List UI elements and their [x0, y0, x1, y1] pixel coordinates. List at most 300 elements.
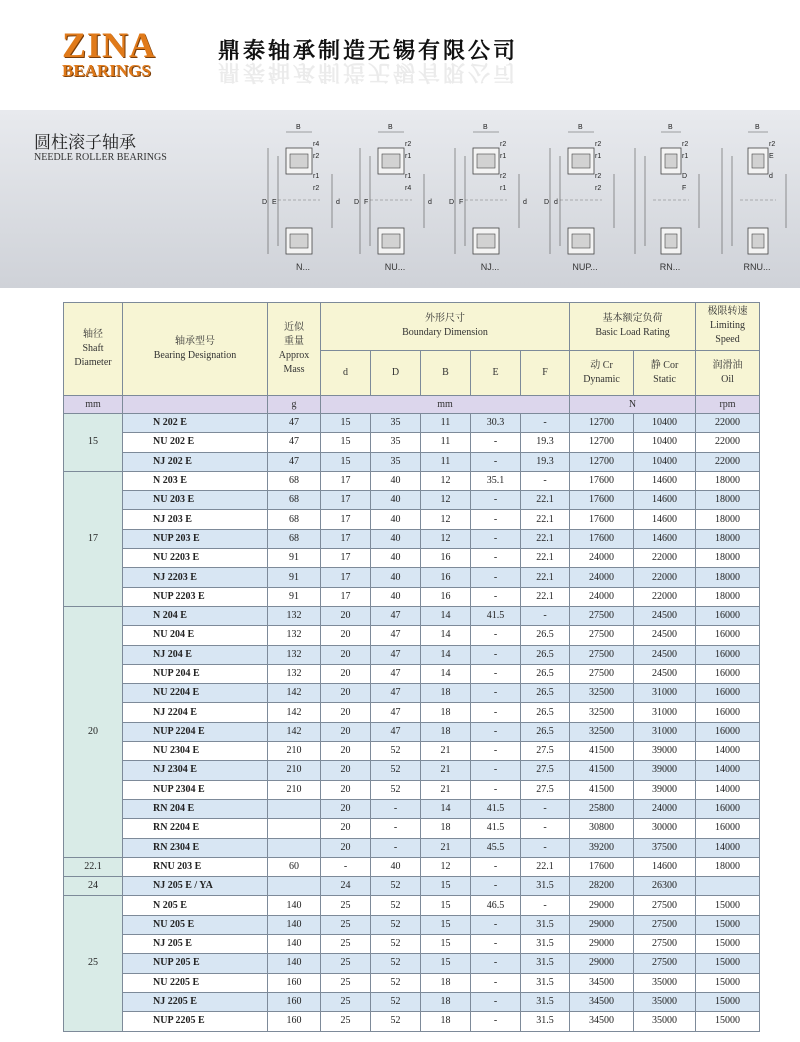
value-cell: 14000 [696, 742, 760, 761]
value-cell: 68 [268, 510, 321, 529]
table-row [64, 973, 760, 992]
value-cell: 20 [321, 819, 371, 838]
table-row [64, 664, 760, 683]
value-cell: 40 [371, 568, 421, 587]
value-cell: 20 [321, 780, 371, 799]
value-cell: 68 [268, 491, 321, 510]
value-cell: 15 [321, 433, 371, 452]
table-row [64, 992, 760, 1011]
value-cell: 34500 [570, 992, 634, 1011]
value-cell: 41.5 [471, 799, 521, 818]
table-row [64, 838, 760, 857]
value-cell: - [471, 857, 521, 876]
table-row [64, 857, 760, 876]
designation-cell: N 205 E [123, 896, 268, 915]
value-cell: 210 [268, 742, 321, 761]
value-cell: 12700 [570, 433, 634, 452]
value-cell: 14 [421, 626, 471, 645]
designation-cell: NJ 202 E [123, 452, 268, 471]
value-cell: - [521, 838, 570, 857]
designation-cell: NUP 2304 E [123, 780, 268, 799]
value-cell: - [471, 954, 521, 973]
value-cell: 35 [371, 414, 421, 433]
value-cell: 40 [371, 471, 421, 490]
value-cell: 52 [371, 742, 421, 761]
value-cell: 22000 [634, 549, 696, 568]
value-cell [268, 838, 321, 857]
value-cell: 32500 [570, 703, 634, 722]
value-cell: 18000 [696, 857, 760, 876]
value-cell: 41500 [570, 742, 634, 761]
value-cell: 40 [371, 857, 421, 876]
roller-bottom [290, 234, 308, 248]
table-row [64, 414, 760, 433]
value-cell: 14600 [634, 529, 696, 548]
diagram-label: r1 [500, 153, 507, 160]
value-cell: 22000 [696, 433, 760, 452]
diagram-label: d [336, 199, 340, 206]
value-cell: 22.1 [521, 857, 570, 876]
unit-mass: g [268, 396, 321, 414]
value-cell: 15000 [696, 1012, 760, 1031]
banner-title-cn: 圆柱滚子轴承 [34, 133, 136, 153]
designation-cell: N 203 E [123, 471, 268, 490]
diagram-type-label: NU... [384, 262, 406, 272]
diagram-label: F [364, 199, 369, 206]
value-cell: 210 [268, 761, 321, 780]
value-cell: 20 [321, 838, 371, 857]
shaft-diameter-cell: 15 [64, 414, 123, 472]
value-cell: 52 [371, 761, 421, 780]
shaft-diameter-cell: 20 [64, 606, 123, 857]
diagram-label: r1 [500, 185, 507, 192]
value-cell: - [471, 452, 521, 471]
value-cell: 17600 [570, 529, 634, 548]
value-cell: 28200 [570, 877, 634, 896]
value-cell: 24 [321, 877, 371, 896]
header-dim-B: B [421, 350, 471, 396]
value-cell: 91 [268, 587, 321, 606]
value-cell: - [371, 819, 421, 838]
table-row [64, 452, 760, 471]
designation-cell: NUP 203 E [123, 529, 268, 548]
value-cell: 15000 [696, 992, 760, 1011]
value-cell: 14600 [634, 491, 696, 510]
value-cell: 14000 [696, 761, 760, 780]
value-cell: 11 [421, 433, 471, 452]
value-cell: 16000 [696, 606, 760, 625]
value-cell: 20 [321, 703, 371, 722]
diagram-label: E [769, 153, 774, 160]
header-dim-D: D [371, 350, 421, 396]
value-cell: 20 [321, 645, 371, 664]
value-cell: 26.5 [521, 703, 570, 722]
value-cell: - [521, 819, 570, 838]
value-cell: 18000 [696, 471, 760, 490]
designation-cell: NU 203 E [123, 491, 268, 510]
value-cell: 20 [321, 742, 371, 761]
value-cell: - [471, 915, 521, 934]
value-cell: - [471, 877, 521, 896]
table-row [64, 799, 760, 818]
value-cell: 24500 [634, 664, 696, 683]
value-cell: 27.5 [521, 742, 570, 761]
bearing-spec-table [63, 302, 760, 1032]
value-cell: 18000 [696, 491, 760, 510]
diagram-label: r2 [500, 141, 507, 148]
value-cell: 20 [321, 626, 371, 645]
value-cell: - [471, 549, 521, 568]
value-cell: 14600 [634, 471, 696, 490]
value-cell: 24000 [570, 549, 634, 568]
value-cell: 68 [268, 529, 321, 548]
value-cell: 132 [268, 664, 321, 683]
value-cell: 68 [268, 471, 321, 490]
table-row [64, 742, 760, 761]
value-cell: 140 [268, 915, 321, 934]
diagram-label: r2 [595, 173, 602, 180]
table-row [64, 761, 760, 780]
value-cell: 15 [421, 915, 471, 934]
value-cell: 26.5 [521, 722, 570, 741]
designation-cell: NJ 2205 E [123, 992, 268, 1011]
value-cell: 31.5 [521, 973, 570, 992]
table-row [64, 587, 760, 606]
value-cell: 15000 [696, 954, 760, 973]
value-cell: 18 [421, 722, 471, 741]
value-cell: 47 [371, 606, 421, 625]
value-cell: 15 [421, 935, 471, 954]
value-cell: 40 [371, 587, 421, 606]
value-cell: 35000 [634, 992, 696, 1011]
value-cell: 41500 [570, 761, 634, 780]
value-cell: 47 [371, 722, 421, 741]
designation-cell: NJ 205 E / YA [123, 877, 268, 896]
value-cell: 132 [268, 606, 321, 625]
table-row [64, 703, 760, 722]
value-cell: 19.3 [521, 433, 570, 452]
value-cell: 26.5 [521, 664, 570, 683]
value-cell: 35 [371, 452, 421, 471]
diagram-type-label: RNU... [743, 262, 771, 272]
table-row [64, 510, 760, 529]
value-cell: 210 [268, 780, 321, 799]
value-cell: 22.1 [521, 549, 570, 568]
value-cell: - [521, 414, 570, 433]
value-cell: 22000 [696, 452, 760, 471]
value-cell: 20 [321, 799, 371, 818]
diagram-label: r1 [313, 173, 320, 180]
value-cell: - [521, 799, 570, 818]
designation-cell: NUP 2205 E [123, 1012, 268, 1031]
value-cell: - [471, 433, 521, 452]
value-cell: 15 [321, 452, 371, 471]
value-cell: 27500 [634, 896, 696, 915]
value-cell: 35000 [634, 1012, 696, 1031]
value-cell: 30000 [634, 819, 696, 838]
value-cell: 26.5 [521, 626, 570, 645]
value-cell [268, 799, 321, 818]
value-cell: 25800 [570, 799, 634, 818]
table-row [64, 471, 760, 490]
value-cell: 47 [371, 664, 421, 683]
designation-cell: NU 205 E [123, 915, 268, 934]
value-cell: 16000 [696, 722, 760, 741]
value-cell: 160 [268, 992, 321, 1011]
diagram-label: D [262, 199, 268, 206]
table-row [64, 606, 760, 625]
value-cell: 12 [421, 471, 471, 490]
shaft-diameter-cell: 24 [64, 877, 123, 896]
value-cell: 27500 [634, 935, 696, 954]
value-cell: 40 [371, 510, 421, 529]
value-cell: 31000 [634, 703, 696, 722]
value-cell: 31.5 [521, 877, 570, 896]
header-boundary-dimension: 外形尺寸 Boundary Dimension [321, 303, 570, 351]
company-name-reflection: 鼎泰轴承制造无锡有限公司 [218, 59, 519, 84]
value-cell: 16000 [696, 703, 760, 722]
table-row [64, 722, 760, 741]
value-cell: 22.1 [521, 529, 570, 548]
value-cell: 17600 [570, 857, 634, 876]
value-cell: 15 [421, 896, 471, 915]
value-cell: 26.5 [521, 684, 570, 703]
table-row [64, 1012, 760, 1031]
value-cell: 24000 [570, 568, 634, 587]
designation-cell: NU 202 E [123, 433, 268, 452]
designation-cell: NU 2205 E [123, 973, 268, 992]
designation-cell: RN 2304 E [123, 838, 268, 857]
diagram-label: D [449, 199, 455, 206]
value-cell: - [471, 568, 521, 587]
value-cell: 52 [371, 954, 421, 973]
value-cell: - [471, 645, 521, 664]
roller-bottom [665, 234, 677, 248]
value-cell: 16 [421, 549, 471, 568]
value-cell: 18000 [696, 587, 760, 606]
table-row [64, 549, 760, 568]
table-row [64, 935, 760, 954]
diagram-label: B [388, 124, 393, 131]
designation-cell: NUP 204 E [123, 664, 268, 683]
value-cell: 29000 [570, 896, 634, 915]
value-cell: 31.5 [521, 992, 570, 1011]
value-cell: 25 [321, 992, 371, 1011]
value-cell: 60 [268, 857, 321, 876]
diagram-n [258, 120, 348, 280]
value-cell: 22.1 [521, 510, 570, 529]
diagram-label: B [578, 124, 583, 131]
value-cell: - [471, 973, 521, 992]
value-cell: 32500 [570, 684, 634, 703]
logo-zina: ZINA [62, 25, 157, 65]
unit-load: N [570, 396, 696, 414]
value-cell: 142 [268, 684, 321, 703]
value-cell: 32500 [570, 722, 634, 741]
designation-cell: NU 2203 E [123, 549, 268, 568]
value-cell: 16000 [696, 819, 760, 838]
value-cell: - [471, 722, 521, 741]
header-dynamic-cr: 动 Cr Dynamic [570, 350, 634, 396]
designation-cell: NJ 2203 E [123, 568, 268, 587]
value-cell: 22.1 [521, 491, 570, 510]
table-row [64, 626, 760, 645]
roller-top [752, 154, 764, 168]
value-cell: 17600 [570, 491, 634, 510]
header-limiting-speed: 极限转速 Limiting Speed [696, 303, 760, 351]
value-cell: 47 [268, 433, 321, 452]
value-cell: 10400 [634, 452, 696, 471]
diagram-label: d [523, 199, 527, 206]
value-cell: 29000 [570, 915, 634, 934]
value-cell: - [471, 664, 521, 683]
value-cell: 47 [371, 645, 421, 664]
diagram-label: B [755, 124, 760, 131]
header-mass: 近似 重量 Approx Mass [268, 303, 321, 396]
value-cell: 40 [371, 529, 421, 548]
value-cell: 91 [268, 568, 321, 587]
value-cell: 17 [321, 529, 371, 548]
value-cell: 19.3 [521, 452, 570, 471]
value-cell: 10400 [634, 414, 696, 433]
value-cell: 24000 [634, 799, 696, 818]
diagram-nj [445, 120, 535, 280]
diagram-type-label: N... [295, 262, 310, 272]
table-row [64, 684, 760, 703]
value-cell: 26.5 [521, 645, 570, 664]
value-cell: 35.1 [471, 471, 521, 490]
value-cell: - [371, 799, 421, 818]
designation-cell: NUP 205 E [123, 954, 268, 973]
value-cell: - [471, 703, 521, 722]
value-cell: - [471, 529, 521, 548]
diagram-label: F [682, 185, 687, 192]
designation-cell: N 204 E [123, 606, 268, 625]
value-cell: 35000 [634, 973, 696, 992]
designation-cell: NJ 2204 E [123, 703, 268, 722]
value-cell: 22000 [634, 568, 696, 587]
value-cell: 16 [421, 587, 471, 606]
value-cell: 12 [421, 510, 471, 529]
header-static-cor: 静 Cor Static [634, 350, 696, 396]
value-cell [268, 877, 321, 896]
value-cell: 18 [421, 973, 471, 992]
designation-cell: NJ 2304 E [123, 761, 268, 780]
value-cell: 21 [421, 838, 471, 857]
diagram-label: r2 [769, 141, 776, 148]
value-cell: - [471, 491, 521, 510]
header-designation: 轴承型号 Bearing Designation [123, 303, 268, 396]
value-cell: 24500 [634, 645, 696, 664]
value-cell: 20 [321, 606, 371, 625]
value-cell: 34500 [570, 973, 634, 992]
diagram-label: E [272, 199, 277, 206]
value-cell: 16000 [696, 626, 760, 645]
value-cell: 140 [268, 896, 321, 915]
value-cell: 29000 [570, 935, 634, 954]
value-cell: 16000 [696, 645, 760, 664]
roller-top [665, 154, 677, 168]
value-cell: 11 [421, 414, 471, 433]
value-cell: 22.1 [521, 587, 570, 606]
value-cell: 22000 [696, 414, 760, 433]
value-cell: 132 [268, 645, 321, 664]
value-cell: 30.3 [471, 414, 521, 433]
value-cell: 25 [321, 954, 371, 973]
value-cell: 41.5 [471, 819, 521, 838]
value-cell: 21 [421, 780, 471, 799]
diagram-label: D [354, 199, 360, 206]
value-cell: 52 [371, 915, 421, 934]
value-cell: 47 [371, 626, 421, 645]
table-row [64, 780, 760, 799]
value-cell: 27.5 [521, 780, 570, 799]
table-row [64, 819, 760, 838]
value-cell: 39000 [634, 761, 696, 780]
value-cell: 17 [321, 587, 371, 606]
diagram-label: D [682, 173, 688, 180]
value-cell: 20 [321, 664, 371, 683]
value-cell: 34500 [570, 1012, 634, 1031]
value-cell: 14600 [634, 510, 696, 529]
diagram-label: r1 [405, 153, 412, 160]
diagram-label: r1 [405, 173, 412, 180]
diagram-label: d [554, 199, 558, 206]
designation-cell: N 202 E [123, 414, 268, 433]
value-cell: - [521, 896, 570, 915]
diagram-label: r2 [595, 185, 602, 192]
value-cell: 20 [321, 761, 371, 780]
table-row [64, 568, 760, 587]
value-cell: - [471, 626, 521, 645]
value-cell: 12 [421, 491, 471, 510]
designation-cell: NJ 203 E [123, 510, 268, 529]
roller-bottom [382, 234, 400, 248]
value-cell: 46.5 [471, 896, 521, 915]
value-cell: 47 [371, 684, 421, 703]
value-cell: 15000 [696, 973, 760, 992]
designation-cell: RN 2204 E [123, 819, 268, 838]
header-dim-F: F [521, 350, 570, 396]
header-load-rating: 基本额定负荷 Basic Load Rating [570, 303, 696, 351]
value-cell: 52 [371, 973, 421, 992]
diagram-label: d [769, 173, 773, 180]
diagram-label: r2 [405, 141, 412, 148]
value-cell: 14 [421, 799, 471, 818]
value-cell: 15000 [696, 896, 760, 915]
value-cell: 18 [421, 1012, 471, 1031]
value-cell: 27500 [634, 954, 696, 973]
header-dim-E: E [471, 350, 521, 396]
value-cell: - [471, 761, 521, 780]
value-cell: 14000 [696, 838, 760, 857]
value-cell: 12700 [570, 452, 634, 471]
value-cell: 14 [421, 606, 471, 625]
diagram-label: r2 [313, 153, 320, 160]
diagram-label: B [668, 124, 673, 131]
roller-bottom [477, 234, 495, 248]
diagram-nup [540, 120, 630, 280]
value-cell: 18 [421, 992, 471, 1011]
diagram-type-label: NJ... [480, 262, 500, 272]
value-cell: 30800 [570, 819, 634, 838]
value-cell: 52 [371, 896, 421, 915]
value-cell: 17 [321, 471, 371, 490]
header-shaft: 轴径 Shaft Diameter [64, 303, 123, 396]
value-cell: 21 [421, 742, 471, 761]
header-oil: 润滑油 Oil [696, 350, 760, 396]
roller-bottom [752, 234, 764, 248]
